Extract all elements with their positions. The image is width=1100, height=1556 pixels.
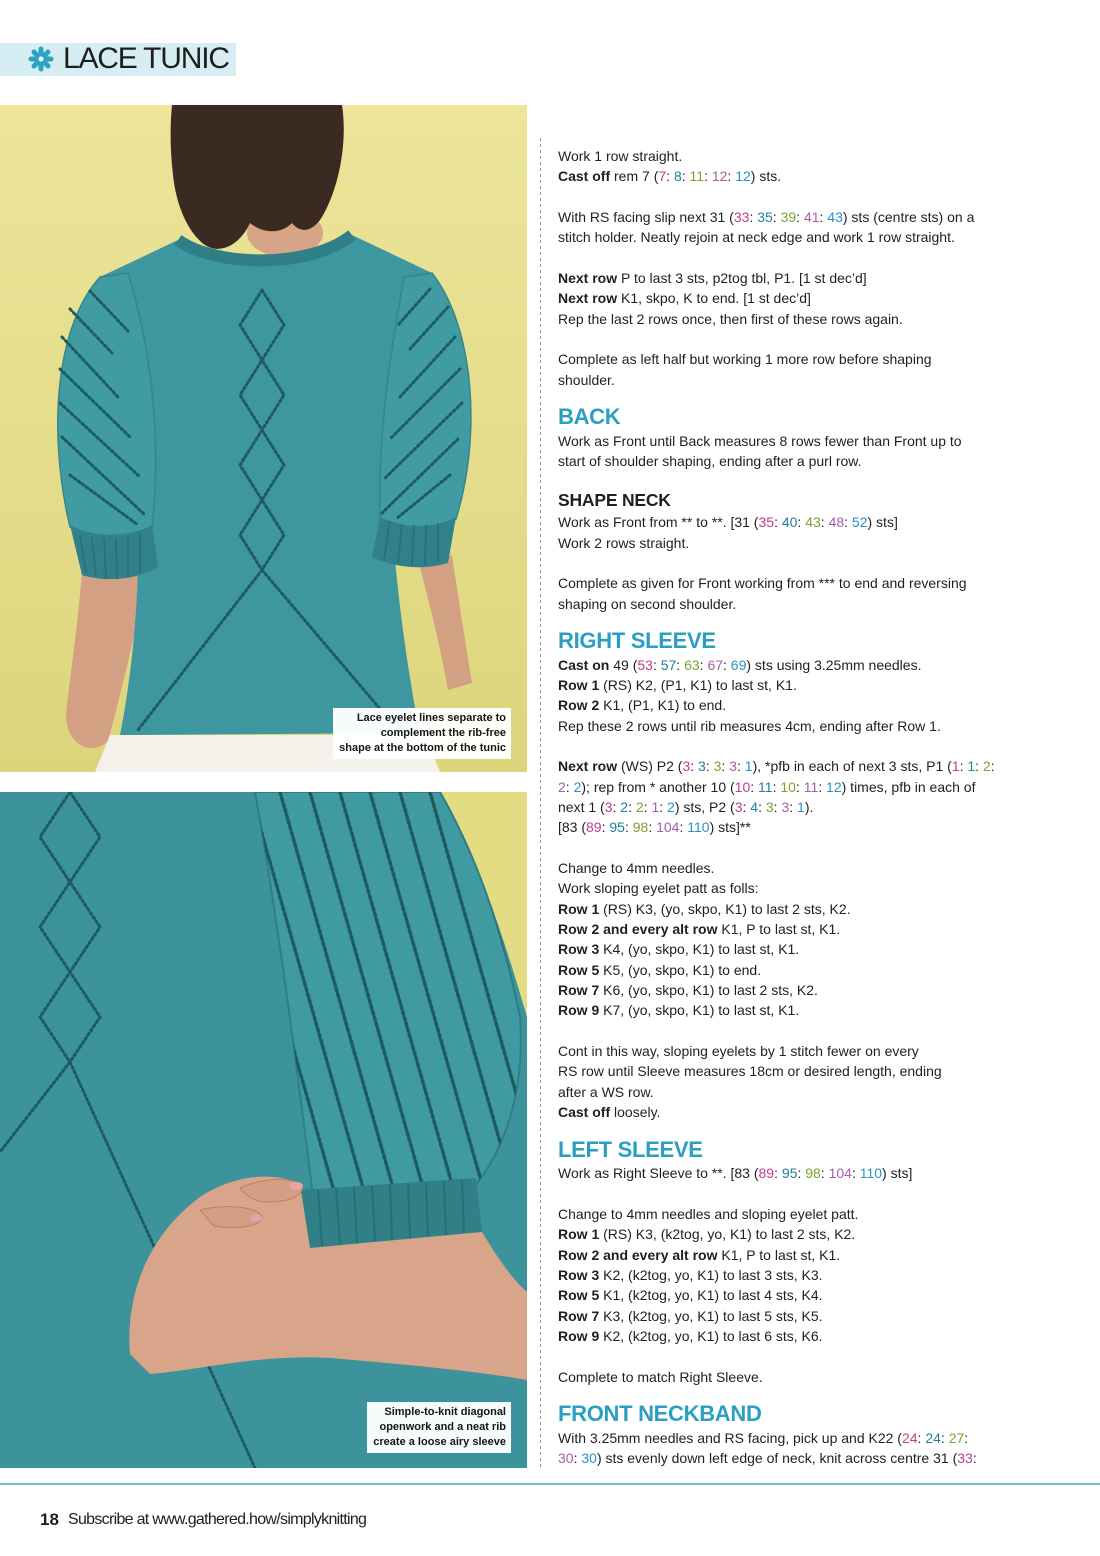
size-value: 3 — [682, 758, 691, 775]
size-value: 43 — [805, 514, 821, 531]
pattern-line — [558, 1448, 1088, 1468]
pattern-text: ). — [804, 799, 814, 815]
size-value: 98 — [805, 1165, 821, 1182]
pattern-text: next 1 ( — [558, 799, 605, 815]
size-value: 33 — [957, 1450, 973, 1466]
size-value: 3 — [734, 799, 743, 815]
pattern-text: ) sts] — [867, 514, 898, 531]
instruction-term: Row 2 and every alt row — [558, 1246, 718, 1263]
size-value: 41 — [803, 209, 820, 226]
pattern-text: : — [681, 168, 690, 185]
pattern-text: : — [573, 1450, 582, 1466]
pattern-text: K1, (k2tog, yo, K1) to last 4 sts, K4. — [599, 1287, 823, 1304]
size-value: 1 — [951, 758, 960, 775]
pattern-line — [558, 980, 1088, 1000]
pattern-line — [558, 878, 1088, 898]
size-value: 35 — [758, 514, 775, 531]
instruction-term: Next row — [558, 270, 618, 287]
pattern-text: : — [742, 799, 751, 815]
pattern-text: ); rep from * another 10 ( — [581, 778, 735, 795]
pattern-paragraph — [558, 1041, 1088, 1122]
pattern-line — [558, 431, 1088, 451]
pattern-text: (WS) P2 ( — [617, 758, 683, 775]
instruction-term: Row 9 — [558, 1327, 600, 1344]
pattern-text: K2, (k2tog, yo, K1) to last 6 sts, K6. — [599, 1327, 823, 1344]
footer-rule — [0, 1483, 1100, 1485]
pattern-text: K1, (P1, K1) to end. — [599, 697, 727, 714]
caption-line: openwork and a neat rib — [379, 1421, 506, 1433]
pattern-text: Complete as given for Front working from *** to end and reversing — [558, 575, 967, 592]
pattern-text: : — [772, 209, 781, 226]
pattern-text: Cont in this way, sloping eyelets by 1 stitch fewer on every — [558, 1043, 919, 1060]
pattern-text: ) sts]** — [709, 819, 751, 836]
pattern-text: : — [704, 168, 712, 185]
pattern-text: : — [727, 168, 736, 185]
pattern-text: K1, P to last st, K1. — [717, 921, 841, 938]
photo-caption — [333, 708, 511, 759]
pattern-text: : — [737, 758, 745, 775]
size-value: 3 — [781, 799, 790, 815]
size-value: 63 — [684, 656, 700, 673]
pattern-text: ), *pfb in each of next 3 sts, P1 ( — [752, 758, 952, 775]
pattern-paragraph — [558, 858, 1088, 1021]
pattern-text: : — [628, 799, 636, 815]
pattern-text: ) times, pfb in each of — [841, 778, 976, 795]
fingernail — [289, 1182, 303, 1190]
pattern-line — [558, 1265, 1088, 1285]
pattern-line — [558, 777, 1088, 797]
size-value: 10 — [780, 778, 796, 795]
pattern-text: (RS) K2, (P1, K1) to last st, K1. — [599, 676, 797, 693]
pattern-text: Work 1 row straight. — [558, 148, 683, 164]
size-value: 52 — [851, 514, 868, 531]
pattern-text: Rep the last 2 rows once, then first of these rows again. — [558, 310, 903, 327]
pattern-paragraph — [558, 207, 1088, 248]
pattern-line — [558, 817, 1088, 837]
pattern-line — [558, 1163, 1088, 1183]
caption-line: Lace eyelet lines separate to — [356, 712, 506, 724]
pattern-text: loosely. — [610, 1104, 661, 1121]
pattern-line — [558, 146, 1088, 166]
instruction-term: Row 5 — [558, 1287, 600, 1304]
pattern-text: K2, (k2tog, yo, K1) to last 3 sts, K3. — [599, 1266, 823, 1283]
pattern-paragraph — [558, 756, 1088, 837]
shape-neck-heading: SHAPE NECK — [558, 489, 671, 510]
size-value: 43 — [827, 209, 843, 226]
caption-line: Simple-to-knit diagonal — [384, 1406, 506, 1418]
size-value: 11 — [689, 168, 705, 185]
pattern-text: ) sts using 3.25mm needles. — [746, 656, 922, 673]
sleeve-closeup-illustration — [0, 792, 527, 1468]
pattern-line — [558, 939, 1088, 959]
pattern-paragraph — [558, 1204, 1088, 1346]
size-value: 98 — [632, 819, 649, 836]
pattern-paragraph — [558, 268, 1088, 329]
pattern-line — [558, 166, 1088, 186]
pattern-text: Work 2 rows straight. — [558, 534, 690, 551]
pattern-line — [558, 1000, 1088, 1020]
pattern-text: : — [796, 209, 804, 226]
pattern-line — [558, 797, 1088, 817]
pattern-text: ) sts, P2 ( — [674, 799, 735, 815]
instruction-term: Row 3 — [558, 1266, 600, 1283]
pattern-text: (RS) K3, (yo, skpo, K1) to last 2 sts, K2. — [599, 900, 851, 917]
pattern-text: : — [917, 1429, 926, 1446]
pattern-text: K7, (yo, skpo, K1) to last st, K1. — [599, 1002, 800, 1019]
pattern-text: : — [972, 1450, 977, 1466]
pattern-text: : — [818, 778, 827, 795]
pattern-line — [558, 1306, 1088, 1326]
pattern-line — [558, 370, 1088, 390]
size-value: 3 — [729, 758, 737, 775]
pattern-line — [558, 1204, 1088, 1224]
size-value: 3 — [713, 758, 722, 775]
pattern-text: : — [959, 758, 968, 775]
pattern-line — [558, 716, 1088, 736]
pattern-line — [558, 451, 1088, 471]
subscribe-link[interactable]: Subscribe at www.gathered.how/simplyknitting — [68, 1511, 367, 1528]
pattern-line — [558, 594, 1088, 614]
pattern-text: Rep these 2 rows until rib measures 4cm, ending after Row 1. — [558, 717, 941, 734]
pattern-line — [558, 1041, 1088, 1061]
size-value: 7 — [658, 168, 667, 185]
pattern-text: Work as Right Sleeve to **. [83 ( — [558, 1165, 759, 1182]
pattern-text: ) sts evenly down left edge of neck, knit across centre 31 ( — [596, 1450, 958, 1466]
column-divider — [540, 138, 541, 1468]
pattern-text: K3, (k2tog, yo, K1) to last 5 sts, K5. — [599, 1307, 823, 1324]
pattern-text: : — [721, 758, 730, 775]
pattern-line — [558, 1428, 1088, 1448]
pattern-line — [558, 858, 1088, 878]
pattern-line — [558, 919, 1088, 939]
pattern-text: : — [643, 799, 652, 815]
pattern-line — [558, 1082, 1088, 1102]
pattern-text: Complete as left half but working 1 more row before shaping — [558, 351, 932, 368]
pattern-line — [558, 1245, 1088, 1265]
pattern-line — [558, 899, 1088, 919]
size-value: 24 — [901, 1429, 918, 1446]
pattern-line — [558, 1224, 1088, 1244]
front-neckband-heading: FRONT NECKBAND — [558, 1401, 762, 1427]
size-value: 2 — [558, 778, 566, 795]
pattern-text: ) sts] — [882, 1165, 913, 1182]
pattern-text: ) sts (centre sts) on a — [842, 209, 975, 226]
size-value: 11 — [758, 778, 773, 795]
pattern-line — [558, 512, 1088, 532]
instruction-term: Row 2 and every alt row — [558, 921, 718, 938]
pattern-text: : — [648, 819, 657, 836]
pattern-line — [558, 207, 1088, 227]
instruction-term: Next row — [558, 290, 618, 307]
size-value: 89 — [586, 819, 602, 836]
pattern-line — [558, 288, 1088, 308]
size-value: 40 — [781, 514, 798, 531]
pattern-text: rem 7 ( — [610, 168, 659, 185]
pattern-text: : — [795, 778, 804, 795]
instruction-term: Row 2 — [558, 697, 600, 714]
photo-caption — [367, 1402, 511, 1453]
size-value: 67 — [707, 656, 724, 673]
pattern-text: : — [797, 514, 806, 531]
pattern-line — [558, 349, 1088, 369]
pattern-paragraph — [558, 573, 1088, 614]
size-value: 95 — [609, 819, 625, 836]
pattern-text: : — [749, 209, 758, 226]
size-value: 2 — [982, 758, 991, 775]
instruction-term: Row 7 — [558, 982, 600, 999]
instruction-term: Row 1 — [558, 900, 600, 917]
size-value: 95 — [781, 1165, 798, 1182]
pattern-text: K6, (yo, skpo, K1) to last 2 sts, K2. — [599, 982, 818, 999]
page-number: 18 — [40, 1510, 59, 1529]
pattern-text: : — [758, 799, 766, 815]
size-value: 2 — [635, 799, 644, 815]
pattern-paragraph — [558, 512, 1088, 553]
pattern-text: : — [612, 799, 621, 815]
size-value: 110 — [859, 1165, 883, 1182]
pattern-text: With RS facing slip next 31 ( — [558, 209, 734, 226]
pattern-text: : — [774, 1165, 782, 1182]
pattern-line — [558, 1367, 1088, 1387]
pattern-line — [558, 268, 1088, 288]
pattern-text: : — [659, 799, 668, 815]
pattern-text: : — [676, 656, 685, 673]
caption-line: create a loose airy sleeve — [373, 1436, 506, 1448]
size-value: 24 — [925, 1429, 941, 1446]
instruction-term: Row 1 — [558, 1226, 600, 1243]
pattern-text: : — [723, 656, 731, 673]
pattern-text: ) sts. — [750, 168, 782, 185]
instruction-term: Next row — [558, 758, 618, 775]
pattern-text: : — [851, 1165, 860, 1182]
size-value: 11 — [803, 778, 819, 795]
pattern-text: Work as Front from ** to **. [31 ( — [558, 514, 759, 531]
pattern-text: K1, P to last st, K1. — [717, 1246, 841, 1263]
pattern-text: Work sloping eyelet patt as folls: — [558, 880, 759, 897]
pattern-line — [558, 573, 1088, 593]
size-value: 33 — [733, 209, 750, 226]
size-value: 48 — [828, 514, 845, 531]
size-value: 57 — [660, 656, 677, 673]
pattern-line — [558, 675, 1088, 695]
page-title: LACE TUNIC — [63, 42, 229, 75]
pattern-paragraph — [558, 1428, 1088, 1469]
pattern-line — [558, 309, 1088, 329]
pattern-paragraph — [558, 146, 1088, 187]
pattern-line — [558, 1061, 1088, 1081]
size-value: 10 — [734, 778, 751, 795]
pattern-text: : — [750, 778, 759, 795]
sleeve-closeup-photo — [0, 792, 527, 1468]
pattern-text: : — [565, 778, 574, 795]
pattern-paragraph — [558, 349, 1088, 390]
pattern-text: : — [679, 819, 688, 836]
pattern-line — [558, 756, 1088, 776]
size-value: 12 — [711, 168, 728, 185]
pattern-text: : — [990, 758, 995, 775]
instruction-term: Row 9 — [558, 1002, 600, 1019]
pattern-text: : — [844, 514, 852, 531]
pattern-text: Change to 4mm needles. — [558, 860, 715, 877]
pattern-paragraph — [558, 655, 1088, 736]
size-value: 27 — [948, 1429, 965, 1446]
pattern-text: : — [820, 514, 829, 531]
pattern-text: : — [666, 168, 674, 185]
right-sleeve-heading: RIGHT SLEEVE — [558, 628, 716, 654]
pattern-text: Complete to match Right Sleeve. — [558, 1368, 763, 1385]
pattern-text: Change to 4mm needles and sloping eyelet patt. — [558, 1205, 859, 1222]
pattern-text: K5, (yo, skpo, K1) to end. — [599, 961, 762, 978]
pattern-text: With 3.25mm needles and RS facing, pick up and K22 ( — [558, 1429, 902, 1446]
pattern-text: : — [774, 514, 782, 531]
pattern-text: 49 ( — [609, 656, 638, 673]
pattern-text: RS row until Sleeve measures 18cm or desired length, ending — [558, 1063, 942, 1080]
size-value: 104 — [828, 1165, 852, 1182]
pattern-line — [558, 1285, 1088, 1305]
pattern-text: : — [772, 778, 781, 795]
size-value: 1 — [651, 799, 660, 815]
asterisk-icon — [28, 46, 54, 72]
size-value: 104 — [656, 819, 680, 836]
back-heading: BACK — [558, 404, 621, 430]
instruction-term: Row 1 — [558, 676, 600, 693]
pattern-text: K1, skpo, K to end. [1 st dec’d] — [617, 290, 811, 307]
size-value: 3 — [604, 799, 613, 815]
instruction-term: Cast on — [558, 656, 610, 673]
pattern-text: : — [797, 1165, 806, 1182]
pattern-line — [558, 695, 1088, 715]
pattern-text: : — [652, 656, 661, 673]
pattern-paragraph — [558, 1163, 1088, 1183]
pattern-text: : — [789, 799, 798, 815]
pattern-text: : — [601, 819, 610, 836]
pattern-line — [558, 960, 1088, 980]
pattern-instructions — [558, 146, 1088, 1489]
instruction-term: Cast off — [558, 168, 611, 185]
pattern-paragraph — [558, 431, 1088, 472]
pattern-text: : — [940, 1429, 949, 1446]
size-value: 1 — [797, 799, 805, 815]
size-value: 4 — [750, 799, 759, 815]
size-value: 8 — [673, 168, 682, 185]
pattern-text: : — [690, 758, 699, 775]
fingernail — [250, 1215, 262, 1222]
size-value: 39 — [780, 209, 797, 226]
left-sleeve-heading: LEFT SLEEVE — [558, 1136, 703, 1162]
instruction-term: Row 7 — [558, 1307, 600, 1324]
pattern-text: : — [624, 819, 633, 836]
pattern-text: P to last 3 sts, p2tog tbl, P1. [1 st dec’d] — [617, 270, 867, 287]
pattern-text: after a WS row. — [558, 1083, 654, 1100]
size-value: 89 — [758, 1165, 775, 1182]
pattern-text: [83 ( — [558, 819, 587, 836]
size-value: 2 — [620, 799, 629, 815]
pattern-text: : — [964, 1429, 969, 1446]
size-value: 2 — [667, 799, 675, 815]
size-value: 35 — [757, 209, 773, 226]
pattern-text: shoulder. — [558, 371, 615, 388]
pattern-line — [558, 1326, 1088, 1346]
back-view-photo — [0, 105, 527, 772]
pattern-text: : — [819, 209, 828, 226]
pattern-line — [558, 1102, 1088, 1122]
size-value: 3 — [765, 799, 774, 815]
pattern-text: : — [773, 799, 782, 815]
size-value: 2 — [573, 778, 582, 795]
instruction-term: Row 3 — [558, 941, 600, 958]
pattern-text: : — [705, 758, 714, 775]
size-value: 1 — [967, 758, 976, 775]
size-value: 3 — [698, 758, 706, 775]
size-value: 12 — [826, 778, 842, 795]
pattern-text: stitch holder. Neatly rejoin at neck edge and work 1 row straight. — [558, 229, 955, 246]
pattern-text: : — [699, 656, 708, 673]
instruction-term: Cast off — [558, 1104, 611, 1121]
size-value: 12 — [735, 168, 751, 185]
pattern-text: K4, (yo, skpo, K1) to last st, K1. — [599, 941, 800, 958]
size-value: 30 — [558, 1450, 574, 1466]
pattern-text: start of shoulder shaping, ending after a purl row. — [558, 453, 862, 470]
pattern-text: : — [975, 758, 983, 775]
pattern-text: Work as Front until Back measures 8 rows fewer than Front up to — [558, 432, 962, 449]
pattern-text: (RS) K3, (k2tog, yo, K1) to last 2 sts, K2. — [599, 1226, 856, 1243]
pattern-line — [558, 227, 1088, 247]
pattern-text: shaping on second shoulder. — [558, 595, 737, 612]
pattern-paragraph — [558, 1367, 1088, 1387]
pattern-line — [558, 655, 1088, 675]
caption-line: complement the rib-free — [380, 727, 506, 739]
caption-line: shape at the bottom of the tunic — [339, 742, 506, 754]
size-value: 1 — [744, 758, 753, 775]
instruction-term: Row 5 — [558, 961, 600, 978]
size-value: 53 — [637, 656, 653, 673]
size-value: 30 — [581, 1450, 597, 1466]
size-value: 69 — [730, 656, 747, 673]
size-value: 110 — [687, 819, 710, 836]
pattern-line — [558, 533, 1088, 553]
back-view-illustration — [0, 105, 527, 772]
pattern-text: : — [820, 1165, 829, 1182]
